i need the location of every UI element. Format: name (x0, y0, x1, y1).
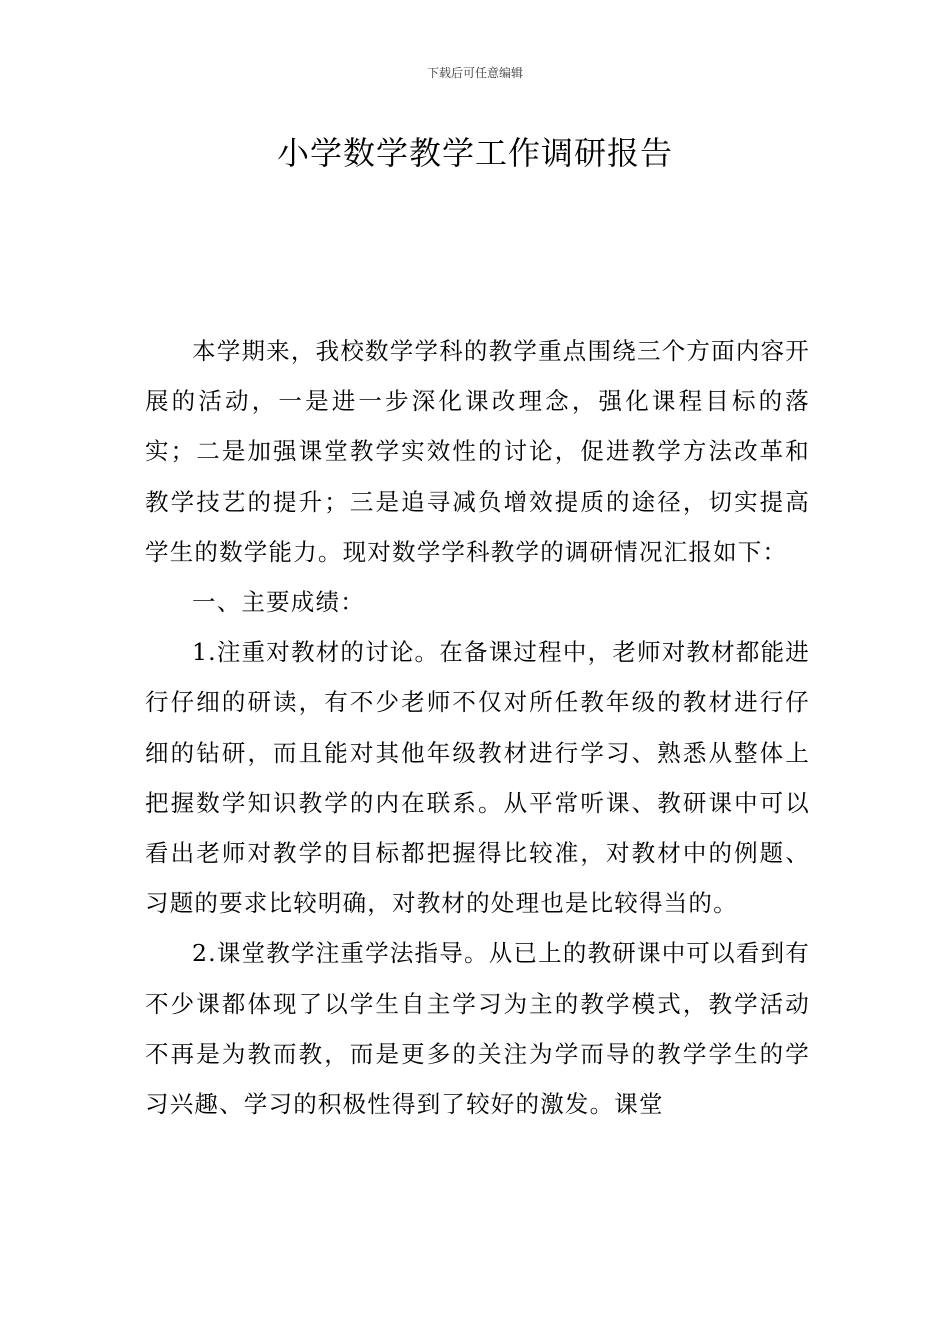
paragraph-intro: 本学期来，我校数学学科的教学重点围绕三个方面内容开展的活动，一是进一步深化课改理念，强化课程目标的落实；二是加强课堂教学实效性的讨论，促进教学方法改革和教学技艺的提升；三是追寻减负增效提质的途径，切实提高学生的数学能力。现对数学学科教学的调研情况汇报如下： (145, 337, 810, 566)
section-heading-main-achievements: 一、主要成绩： (192, 588, 365, 617)
paragraph-point-2: 2.课堂教学注重学法指导。从已上的教研课中可以看到有不少课都体现了以学生自主学习为主的教学模式，教学活动不再是为教而教，而是更多的关注为学而导的教学学生的学习兴趣、学习的积极性得到了较好的激发。课堂 (145, 939, 810, 1119)
document-title: 小学数学教学工作调研报告 (276, 134, 673, 172)
paragraph-point-1: 1.注重对教材的讨论。在备课过程中，老师对教材都能进行仔细的研读，有不少老师不仅对所任教年级的教材进行仔细的钻研，而且能对其他年级教材进行学习、熟悉从整体上把握数学知识教学的内在联系。从平常听课、教研课中可以看出老师对教学的目标都把握得比较准，对教材中的例题、习题的要求比较明确，对教材的处理也是比较得当的。 (145, 638, 810, 918)
header-note: 下载后可任意编辑 (426, 66, 523, 80)
document-body (145, 326, 810, 1129)
